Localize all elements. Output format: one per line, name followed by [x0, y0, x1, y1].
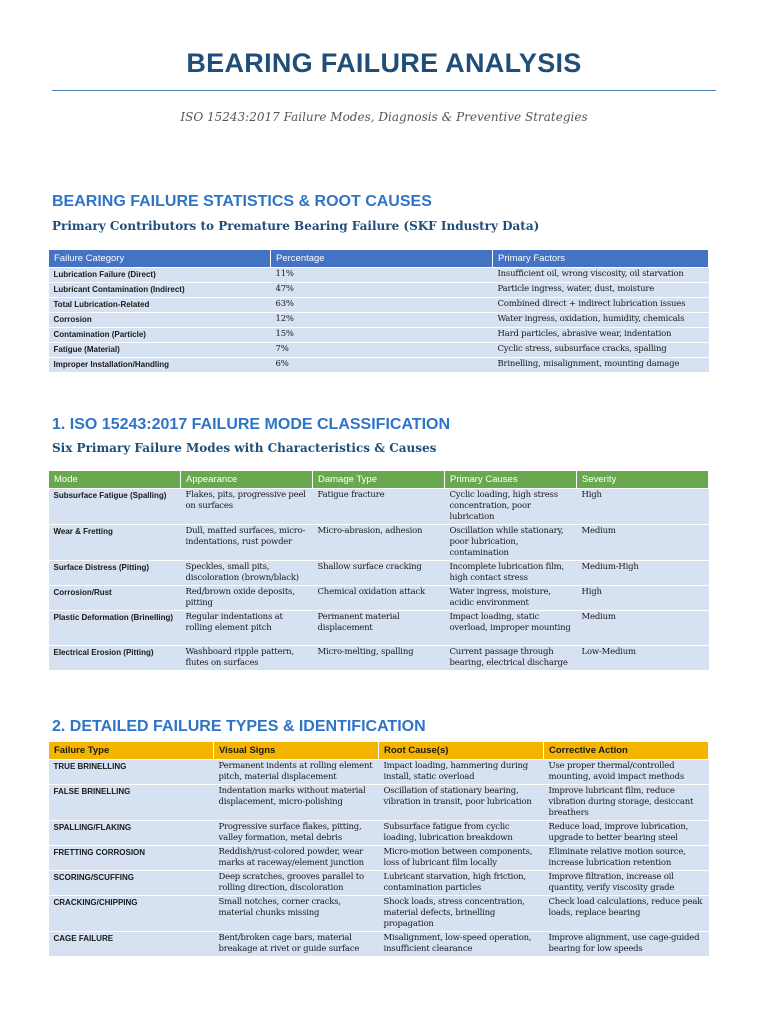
primary-causes: Cyclic loading, high stress concentration, poor lubrication: [445, 489, 577, 525]
mode: Plastic Deformation (Brinelling): [49, 611, 181, 646]
visual-signs: Permanent indents at rolling element pitch, material displacement: [214, 760, 379, 785]
corrective-action: Improve lubricant film, reduce vibration during storage, desiccant breathers: [544, 785, 709, 821]
failure-category: Contamination (Particle): [49, 328, 271, 343]
primary-causes: Current passage through bearing, electrical discharge: [445, 646, 577, 671]
visual-signs: Reddish/rust-colored powder, wear marks at raceway/element junction: [214, 846, 379, 871]
failure-category: Improper Installation/Handling: [49, 358, 271, 373]
failure-type: FALSE BRINELLING: [49, 785, 214, 821]
section-statistics-subheading: Primary Contributors to Premature Bearing Failure (SKF Industry Data): [52, 219, 540, 233]
column-header: Primary Causes: [445, 471, 577, 489]
primary-causes: Water ingress, moisture, acidic environment: [445, 586, 577, 611]
column-header: Mode: [49, 471, 181, 489]
table-row: [49, 268, 709, 283]
visual-signs: Bent/broken cage bars, material breakage at rivet or guide surface: [214, 932, 379, 957]
root-causes: Misalignment, low-speed operation, insufficient clearance: [379, 932, 544, 957]
corrective-action: Eliminate relative motion source, increase lubrication retention: [544, 846, 709, 871]
table-header-row: [49, 471, 709, 489]
column-header: Damage Type: [313, 471, 445, 489]
table-row: [49, 821, 709, 846]
visual-signs: Progressive surface flakes, pitting, valley formation, metal debris: [214, 821, 379, 846]
appearance: Flakes, pits, progressive peel on surfaces: [181, 489, 313, 525]
damage-type: Fatigue fracture: [313, 489, 445, 525]
table-row: [49, 646, 709, 671]
root-causes: Oscillation of stationary bearing, vibration in transit, poor lubrication: [379, 785, 544, 821]
failure-type: SPALLING/FLAKING: [49, 821, 214, 846]
failure-category: Total Lubrication-Related: [49, 298, 271, 313]
failure-mode-table: [48, 470, 709, 671]
failure-category: Lubrication Failure (Direct): [49, 268, 271, 283]
section-failure-types-heading: 2. DETAILED FAILURE TYPES & IDENTIFICATION: [52, 718, 426, 735]
table-header-row: [49, 742, 709, 760]
table-row: [49, 871, 709, 896]
mode: Surface Distress (Pitting): [49, 561, 181, 586]
appearance: Regular indentations at rolling element pitch: [181, 611, 313, 646]
severity: Medium: [577, 611, 709, 646]
primary-factors: Combined direct + indirect lubrication issues: [493, 298, 709, 313]
table-row: [49, 611, 709, 646]
percentage: 7%: [271, 343, 493, 358]
mode: Wear & Fretting: [49, 525, 181, 561]
table-row: [49, 283, 709, 298]
title-divider: [52, 90, 716, 91]
severity: Medium-High: [577, 561, 709, 586]
failure-category: Fatigue (Material): [49, 343, 271, 358]
percentage: 11%: [271, 268, 493, 283]
column-header: Primary Factors: [493, 250, 709, 268]
mode: Subsurface Fatigue (Spalling): [49, 489, 181, 525]
severity: High: [577, 586, 709, 611]
table-row: [49, 932, 709, 957]
table-row: [49, 489, 709, 525]
root-causes: Subsurface fatigue from cyclic loading, lubrication breakdown: [379, 821, 544, 846]
primary-factors: Particle ingress, water, dust, moisture: [493, 283, 709, 298]
primary-causes: Impact loading, static overload, improper mounting: [445, 611, 577, 646]
failure-type: CRACKING/CHIPPING: [49, 896, 214, 932]
column-header: Failure Category: [49, 250, 271, 268]
visual-signs: Indentation marks without material displacement, micro-polishing: [214, 785, 379, 821]
table-header-row: [49, 250, 709, 268]
corrective-action: Improve filtration, increase oil quantity, verify viscosity grade: [544, 871, 709, 896]
column-header: Severity: [577, 471, 709, 489]
column-header: Failure Type: [49, 742, 214, 760]
severity: Low-Medium: [577, 646, 709, 671]
failure-category: Lubricant Contamination (Indirect): [49, 283, 271, 298]
failure-type: TRUE BRINELLING: [49, 760, 214, 785]
table-row: [49, 561, 709, 586]
table-row: [49, 358, 709, 373]
corrective-action: Check load calculations, reduce peak loads, replace bearing: [544, 896, 709, 932]
failure-category: Corrosion: [49, 313, 271, 328]
percentage: 6%: [271, 358, 493, 373]
mode: Corrosion/Rust: [49, 586, 181, 611]
table-row: [49, 313, 709, 328]
column-header: Visual Signs: [214, 742, 379, 760]
corrective-action: Use proper thermal/controlled mounting, avoid impact methods: [544, 760, 709, 785]
mode: Electrical Erosion (Pitting): [49, 646, 181, 671]
visual-signs: Small notches, corner cracks, material chunks missing: [214, 896, 379, 932]
primary-causes: Incomplete lubrication film, high contact stress: [445, 561, 577, 586]
column-header: Root Cause(s): [379, 742, 544, 760]
document-title: BEARING FAILURE ANALYSIS: [186, 48, 582, 78]
corrective-action: Reduce load, improve lubrication, upgrade to better bearing steel: [544, 821, 709, 846]
table-row: [49, 846, 709, 871]
damage-type: Chemical oxidation attack: [313, 586, 445, 611]
section-classification-heading: 1. ISO 15243:2017 FAILURE MODE CLASSIFICATION: [52, 416, 451, 433]
column-header: Percentage: [271, 250, 493, 268]
damage-type: Permanent material displacement: [313, 611, 445, 646]
section-classification-subheading: Six Primary Failure Modes with Characteristics & Causes: [52, 441, 437, 455]
appearance: Dull, matted surfaces, micro-indentations, rust powder: [181, 525, 313, 561]
percentage: 63%: [271, 298, 493, 313]
table-row: [49, 785, 709, 821]
column-header: Corrective Action: [544, 742, 709, 760]
section-statistics-heading: BEARING FAILURE STATISTICS & ROOT CAUSES: [52, 193, 432, 210]
table-row: [49, 525, 709, 561]
severity: High: [577, 489, 709, 525]
appearance: Speckles, small pits, discoloration (brown/black): [181, 561, 313, 586]
primary-factors: Water ingress, oxidation, humidity, chemicals: [493, 313, 709, 328]
failure-type: SCORING/SCUFFING: [49, 871, 214, 896]
statistics-table: [48, 249, 709, 373]
primary-factors: Hard particles, abrasive wear, indentation: [493, 328, 709, 343]
damage-type: Micro-abrasion, adhesion: [313, 525, 445, 561]
corrective-action: Improve alignment, use cage-guided bearing for low speeds: [544, 932, 709, 957]
table-row: [49, 328, 709, 343]
primary-factors: Cyclic stress, subsurface cracks, spalling: [493, 343, 709, 358]
failure-type: CAGE FAILURE: [49, 932, 214, 957]
appearance: Washboard ripple pattern, flutes on surfaces: [181, 646, 313, 671]
root-causes: Micro-motion between components, loss of lubricant film locally: [379, 846, 544, 871]
appearance: Red/brown oxide deposits, pitting: [181, 586, 313, 611]
primary-factors: Brinelling, misalignment, mounting damage: [493, 358, 709, 373]
primary-factors: Insufficient oil, wrong viscosity, oil starvation: [493, 268, 709, 283]
percentage: 12%: [271, 313, 493, 328]
table-row: [49, 298, 709, 313]
table-row: [49, 343, 709, 358]
root-causes: Shock loads, stress concentration, material defects, brinelling propagation: [379, 896, 544, 932]
percentage: 47%: [271, 283, 493, 298]
table-row: [49, 760, 709, 785]
severity: Medium: [577, 525, 709, 561]
failure-types-table: [48, 741, 709, 957]
table-row: [49, 586, 709, 611]
root-causes: Lubricant starvation, high friction, contamination particles: [379, 871, 544, 896]
document-subtitle: ISO 15243:2017 Failure Modes, Diagnosis & Preventive Strategies: [180, 110, 588, 124]
column-header: Appearance: [181, 471, 313, 489]
root-causes: Impact loading, hammering during install, static overload: [379, 760, 544, 785]
damage-type: Micro-melting, spalling: [313, 646, 445, 671]
table-row: [49, 896, 709, 932]
percentage: 15%: [271, 328, 493, 343]
primary-causes: Oscillation while stationary, poor lubrication, contamination: [445, 525, 577, 561]
visual-signs: Deep scratches, grooves parallel to rolling direction, discoloration: [214, 871, 379, 896]
damage-type: Shallow surface cracking: [313, 561, 445, 586]
failure-type: FRETTING CORROSION: [49, 846, 214, 871]
